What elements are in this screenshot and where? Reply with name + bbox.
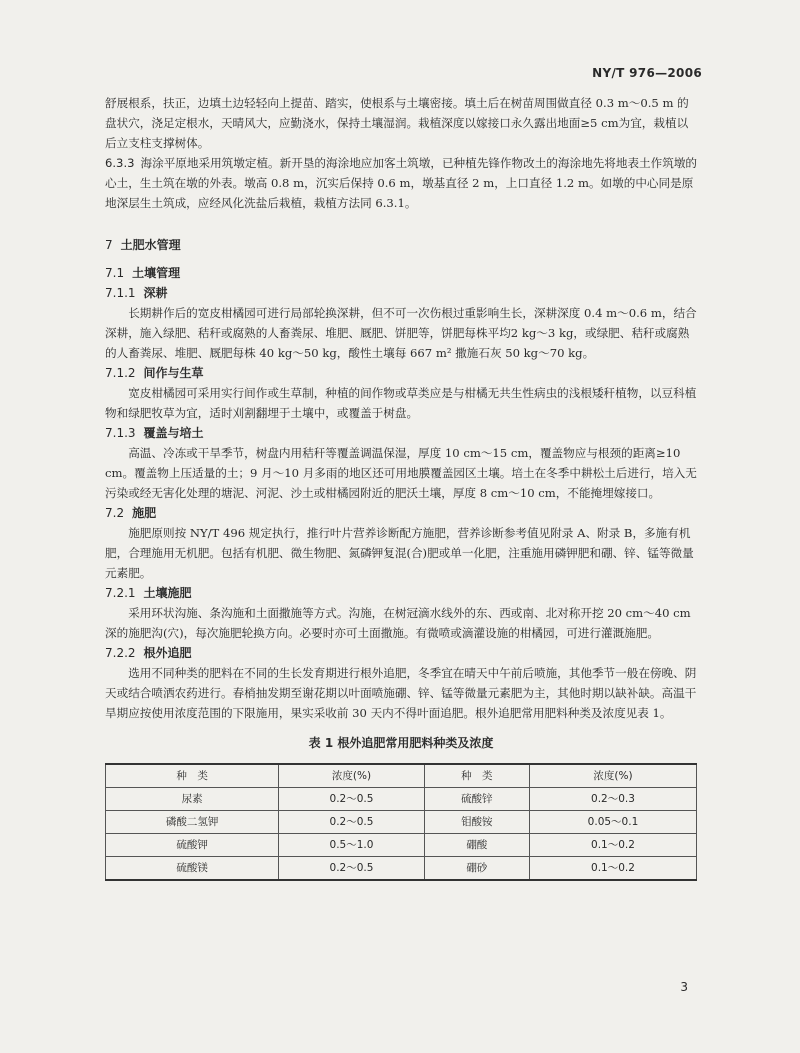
table-cell: 0.2～0.3 xyxy=(529,788,696,811)
heading-number: 7.2.2 xyxy=(105,646,136,660)
table-cell: 钼酸铵 xyxy=(424,811,529,834)
heading-number: 7.1 xyxy=(105,266,125,280)
heading-7-1-2 xyxy=(105,363,697,383)
table-header-row xyxy=(106,764,697,788)
heading-title: 土壤管理 xyxy=(132,266,181,280)
table-row xyxy=(106,811,697,834)
heading-number: 7.1.3 xyxy=(105,426,136,440)
heading-number: 7 xyxy=(105,238,113,252)
paragraph: 舒展根系，扶正，边填土边轻轻向上提苗、踏实，使根系与土壤密接。填土后在树苗周围做直径 0.3 m～0.5 m 的盘状穴，浇足定根水，天晴风大，应勤浇水，保持土壤湿润。栽植深度以嫁接口永久露出地面≥5 cm为宜，栽植以后立支柱支撑树体。 xyxy=(105,96,689,150)
table-cell: 尿素 xyxy=(106,788,279,811)
table-row xyxy=(106,834,697,857)
table-cell: 0.5～1.0 xyxy=(279,834,424,857)
column-header: 浓度(%) xyxy=(279,764,424,788)
heading-7-1 xyxy=(105,263,697,283)
table-cell: 磷酸二氢钾 xyxy=(106,811,279,834)
heading-7-1-1 xyxy=(105,283,697,303)
heading-7-2-1 xyxy=(105,583,697,603)
fertilizer-table xyxy=(105,763,697,881)
heading-title: 施肥 xyxy=(132,506,157,520)
column-header: 浓度(%) xyxy=(529,764,696,788)
table-row xyxy=(106,788,697,811)
table-cell: 0.2～0.5 xyxy=(279,857,424,881)
table-cell: 硫酸锌 xyxy=(424,788,529,811)
heading-number: 7.1.2 xyxy=(105,366,136,380)
paragraph: 高温、冷冻或干旱季节，树盘内用秸秆等覆盖调温保湿，厚度 10 cm～15 cm，覆盖物应与根颈的距离≥10 cm。覆盖物上压适量的土；9 月～10 月多雨的地区还可用地膜覆盖园区土壤。培土在冬季中耕松土后进行，培入无污染或经无害化处理的塘泥、河泥、沙土或柑橘园附近的肥沃土壤，厚度 8 cm～10 cm，不能掩埋嫁接口。 xyxy=(105,446,697,500)
table-cell: 0.1～0.2 xyxy=(529,834,696,857)
column-header: 种 类 xyxy=(424,764,529,788)
table-cell: 0.05～0.1 xyxy=(529,811,696,834)
paragraph: 采用环状沟施、条沟施和土面撒施等方式。沟施，在树冠滴水线外的东、西或南、北对称开挖 20 cm～40 cm 深的施肥沟(穴)，每次施肥轮换方向。必要时亦可土面撒施。有微喷或滴灌设施的柑橘园，可进行灌溉施肥。 xyxy=(105,606,691,640)
table-cell: 硫酸镁 xyxy=(106,857,279,881)
page-content xyxy=(105,93,697,881)
section-6-3-3 xyxy=(105,153,697,213)
heading-number: 7.1.1 xyxy=(105,286,136,300)
column-header: 种 类 xyxy=(106,764,279,788)
paragraph: 宽皮柑橘园可采用实行间作或生草制，种植的间作物或草类应是与柑橘无共生性病虫的浅根矮秆植物，以豆科植物和绿肥牧草为宜，适时刈割翻埋于土壤中，或覆盖于树盘。 xyxy=(105,386,697,420)
page-number: 3 xyxy=(680,980,688,994)
section-text: 海涂平原地采用筑墩定植。新开垦的海涂地应加客土筑墩，已种植先锋作物改土的海涂地先将地表土作筑墩的心土，生土筑在墩的外表。墩高 0.8 m，沉实后保持 0.6 m，墩基直径 2 m，上口直径 1.2 m。如墩的中心同是原地深层生土筑成，应经风化洗盐后栽植，栽植方法同 6.3.1。 xyxy=(105,156,698,210)
heading-7-2-2 xyxy=(105,643,697,663)
paragraph: 施肥原则按 NY/T 496 规定执行，推行叶片营养诊断配方施肥，营养诊断参考值见附录 A、附录 B，多施有机肥，合理施用无机肥。包括有机肥、微生物肥、氮磷钾复混(合)肥或单一化肥，注重施用磷钾肥和硼、锌、锰等微量元素肥。 xyxy=(105,526,694,580)
heading-7-2 xyxy=(105,503,697,523)
heading-title: 土肥水管理 xyxy=(120,238,181,252)
table-cell: 硼酸 xyxy=(424,834,529,857)
table-cell: 0.2～0.5 xyxy=(279,788,424,811)
table-title: 表 1 根外追肥常用肥料种类及浓度 xyxy=(308,736,494,750)
paragraph: 选用不同种类的肥料在不同的生长发育期进行根外追肥，冬季宜在晴天中午前后喷施，其他季节一般在傍晚、阴天或结合喷洒农药进行。春梢抽发期至谢花期以叶面喷施硼、锌、锰等微量元素肥为主，其他时期以缺补缺。高温干旱期应按使用浓度范围的下限施用，果实采收前 30 天内不得叶面追肥。根外追肥常用肥料种类及浓度见表 1。 xyxy=(105,666,697,720)
heading-number: 7.2.1 xyxy=(105,586,136,600)
table-cell: 硫酸钾 xyxy=(106,834,279,857)
standard-code: NY/T 976—2006 xyxy=(592,66,702,80)
table-cell: 硼砂 xyxy=(424,857,529,881)
heading-title: 深耕 xyxy=(143,286,168,300)
heading-title: 根外追肥 xyxy=(143,646,192,660)
section-number: 6.3.3 xyxy=(105,156,135,170)
heading-title: 间作与生草 xyxy=(143,366,204,380)
heading-7-1-3 xyxy=(105,423,697,443)
table-cell: 0.2～0.5 xyxy=(279,811,424,834)
heading-7 xyxy=(105,235,697,255)
paragraph: 长期耕作后的宽皮柑橘园可进行局部轮换深耕，但不可一次伤根过重影响生长，深耕深度 0.4 m～0.6 m，结合深耕，施入绿肥、秸秆或腐熟的人畜粪尿、堆肥、厩肥、饼肥等，饼肥每株平均2 kg～3 kg，或绿肥、秸秆或腐熟的人畜粪尿、堆肥、厩肥每株 40 kg～50 kg，酸性土壤每 667 m² 撒施石灰 50 kg～70 kg。 xyxy=(105,306,697,360)
heading-title: 覆盖与培土 xyxy=(143,426,204,440)
heading-number: 7.2 xyxy=(105,506,125,520)
table-row xyxy=(106,857,697,881)
table-cell: 0.1～0.2 xyxy=(529,857,696,881)
heading-title: 土壤施肥 xyxy=(143,586,192,600)
